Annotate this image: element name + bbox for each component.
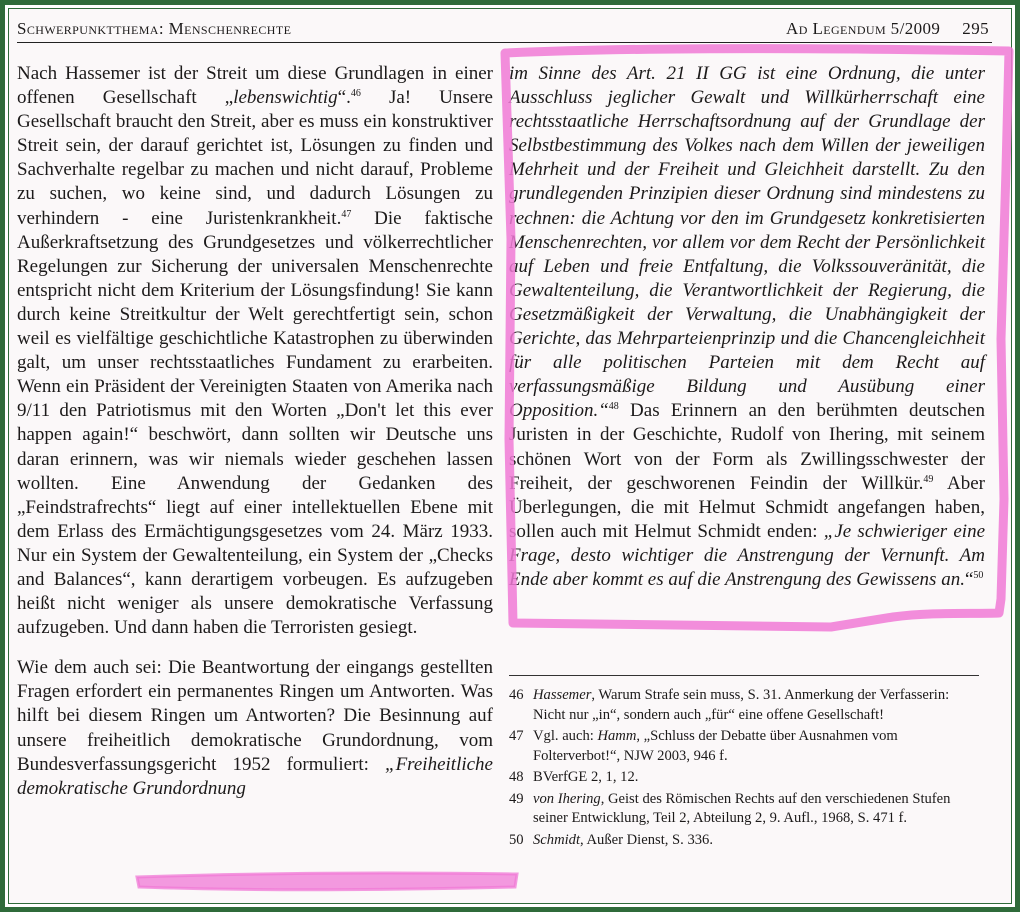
footnote-author: Hamm: [597, 728, 637, 744]
footnotes: [509, 686, 985, 852]
paragraph-3: [509, 62, 985, 592]
footnote-author: Schmidt: [533, 831, 581, 848]
scanned-page: [9, 9, 1011, 903]
footnote-50: [509, 831, 985, 851]
text-span: “.: [337, 87, 351, 109]
running-header: [17, 17, 989, 41]
footnote-ref-47[interactable]: 47: [341, 208, 352, 220]
footnote-47: [509, 727, 985, 766]
paragraph-1: [17, 62, 493, 640]
italic-span: lebenswichtig: [233, 87, 338, 109]
highlight-underline-stroke: [137, 873, 517, 890]
italic-quote-span: im Sinne des Art. 21 II GG ist eine Ordnung, die unter Ausschluss jeglicher Gewalt und Willkürherrschaft eine rechtsstaatliche Herrschaftsordnung auf der Grundlage der Selbstbestimmung des Volkes nach dem Willen der jeweiligen Mehrheit und der Freiheit und Gleichheit darstellt. Zu den grundlegenden Prinzipien dieser Ordnung sind mindestens zu rechnen: die Achtung vor den im Grundgesetz konkretisierten Menschenrechten, vor allem vor dem Recht der Persönlichkeit auf Leben und freie Entfaltung, die Volkssouveränität, die Gewaltenteilung, die Verantwortlichkeit der Regierung, die Gesetzmäßigkeit der Verwaltung, die Unabhängigkeit der Gerichte, das Mehrparteienprinzip und die Chancengleichheit für alle politischen Parteien mit dem Recht auf verfassungsmäßige Bildung und Ausübung einer Opposition.“: [509, 63, 985, 422]
header-journal-name: Ad Legendum 5/2009: [786, 19, 941, 38]
right-column: [509, 62, 985, 592]
footnote-46: [509, 686, 985, 725]
text-span: Das Erinnern an den berühmten deutschen Juristen in der Geschichte, Rudolf von Ihering, mit seinem schönen Wort von der Form als Zwillingsschwester der Freiheit, der geschworenen Feindin der Willkür.: [509, 400, 985, 494]
footnote-number: 48: [509, 769, 524, 785]
text-span: Die faktische Außerkraftsetzung des Grundgesetzes und völkerrechtlicher Regelungen zur Sicherung der universalen Menschenrechte entspricht nicht dem Kriterium der Lösungsfindung! Sie kann durch keine Streitkultur der Welt gerechtfertigt sein, schon weil es vielfältige geschichtliche Katastrophen zu überwinden galt, um unser rechtsstaatliches Fundament zu erarbeiten. Wenn ein Präsident der Vereinigten Staaten von Amerika nach 9/11 den Patriotismus mit den Worten „Don't let this ever happen again!“ beschwört, dann sollten wir Deutsche uns daran erinnern, was wir niemals wieder geschehen lassen wollten. Eine Anwendung der Gedanken des „Feindstrafrechts“ liegt auf einer intellektuellen Ebene mit dem Erlass des Ermächtigungsgesetzes vom 24. März 1933. Nur ein System der Gewaltenteilung, ein System der „Checks and Balances“, kann derartigem vorbeugen. Es aufzugeben heißt nicht weniger als unsere demokratische Verfassung aufzugeben. Und dann haben die Terroristen gesiegt.: [17, 207, 493, 639]
italic-quote-span: „Freiheitliche demokratische Grundordnung: [17, 753, 493, 799]
highlight-underline-marker: [133, 863, 523, 893]
text-span: Ja! Unsere Gesellschaft braucht den Streit, aber es muss ein konstruktiver Streit sein, der darauf gerichtet ist, Lösungen zu finden und Sachverhalte regelbar zu machen und nicht darauf, Probleme zu suchen, wo keine sind, und dadurch Lösungen zu verhindern - eine Juristenkrankheit.: [17, 87, 493, 229]
paragraph-2: [17, 656, 493, 801]
footnote-text: , Außer Dienst, S. 336.: [580, 831, 713, 848]
footnote-rule: [509, 675, 979, 676]
italic-quote-span: „Je schwieriger eine Frage, desto wichtiger die Anstrengung der Vernunft. Am Ende aber kommt es auf die Anstrengung des Gewissens an.: [509, 520, 985, 590]
footnote-number: 50: [509, 831, 524, 848]
footnote-ref-46[interactable]: 46: [350, 88, 361, 100]
page-number: 295: [962, 19, 989, 38]
footnote-ref-48[interactable]: 48: [608, 401, 619, 413]
text-span: “: [964, 568, 974, 590]
footnote-text: , Geist des Römischen Rechts auf den verschiedenen Stufen seiner Entwicklung, Teil 2, Abteilung 2, 9. Aufl., 1968, S. 471 f.: [533, 790, 951, 826]
footnote-48: [509, 768, 985, 788]
header-journal: [786, 19, 989, 39]
footnote-author: Hassemer: [533, 687, 592, 703]
header-rule: [17, 42, 992, 43]
footnote-ref-50[interactable]: 50: [973, 569, 984, 581]
footnote-text: , Warum Strafe sein muss, S. 31. Anmerkung der Verfasserin: Nicht nur „in“, sondern auch „für“ eine offene Gesellschaft!: [533, 687, 950, 723]
footnote-number: 47: [509, 728, 524, 744]
left-column: [17, 62, 493, 801]
text-span: Aber Überlegungen, die mit Helmut Schmidt angefangen haben, sollen auch mit Helmut Schmidt enden:: [509, 472, 986, 542]
footnote-author: von Ihering: [533, 790, 601, 807]
footnote-number: 49: [509, 790, 524, 807]
footnote-text: BVerfGE 2, 1, 12.: [533, 769, 639, 785]
header-topic: Schwerpunktthema: Menschenrechte: [17, 19, 292, 38]
text-span: Nach Hassemer ist der Streit um diese Grundlagen in einer offenen Gesellschaft „: [17, 63, 493, 109]
footnote-number: 46: [509, 687, 524, 703]
footnote-ref-49[interactable]: 49: [923, 473, 934, 485]
footnote-text: Vgl. auch:: [533, 728, 598, 744]
footnote-text: , „Schluss der Debatte über Ausnahmen vom Folterverbot!“, NJW 2003, 946 f.: [533, 728, 898, 764]
footnote-49: [509, 790, 985, 829]
text-span: Wie dem auch sei: Die Beantwortung der eingangs gestellten Fragen erfordert ein permanentes Ringen um Antworten. Was hilft bei diesem Ringen um Antworten? Die Besinnung auf unsere freiheitlich demokratische Grundordnung, vom Bundesverfassungsgericht 1952 formuliert:: [17, 657, 493, 775]
